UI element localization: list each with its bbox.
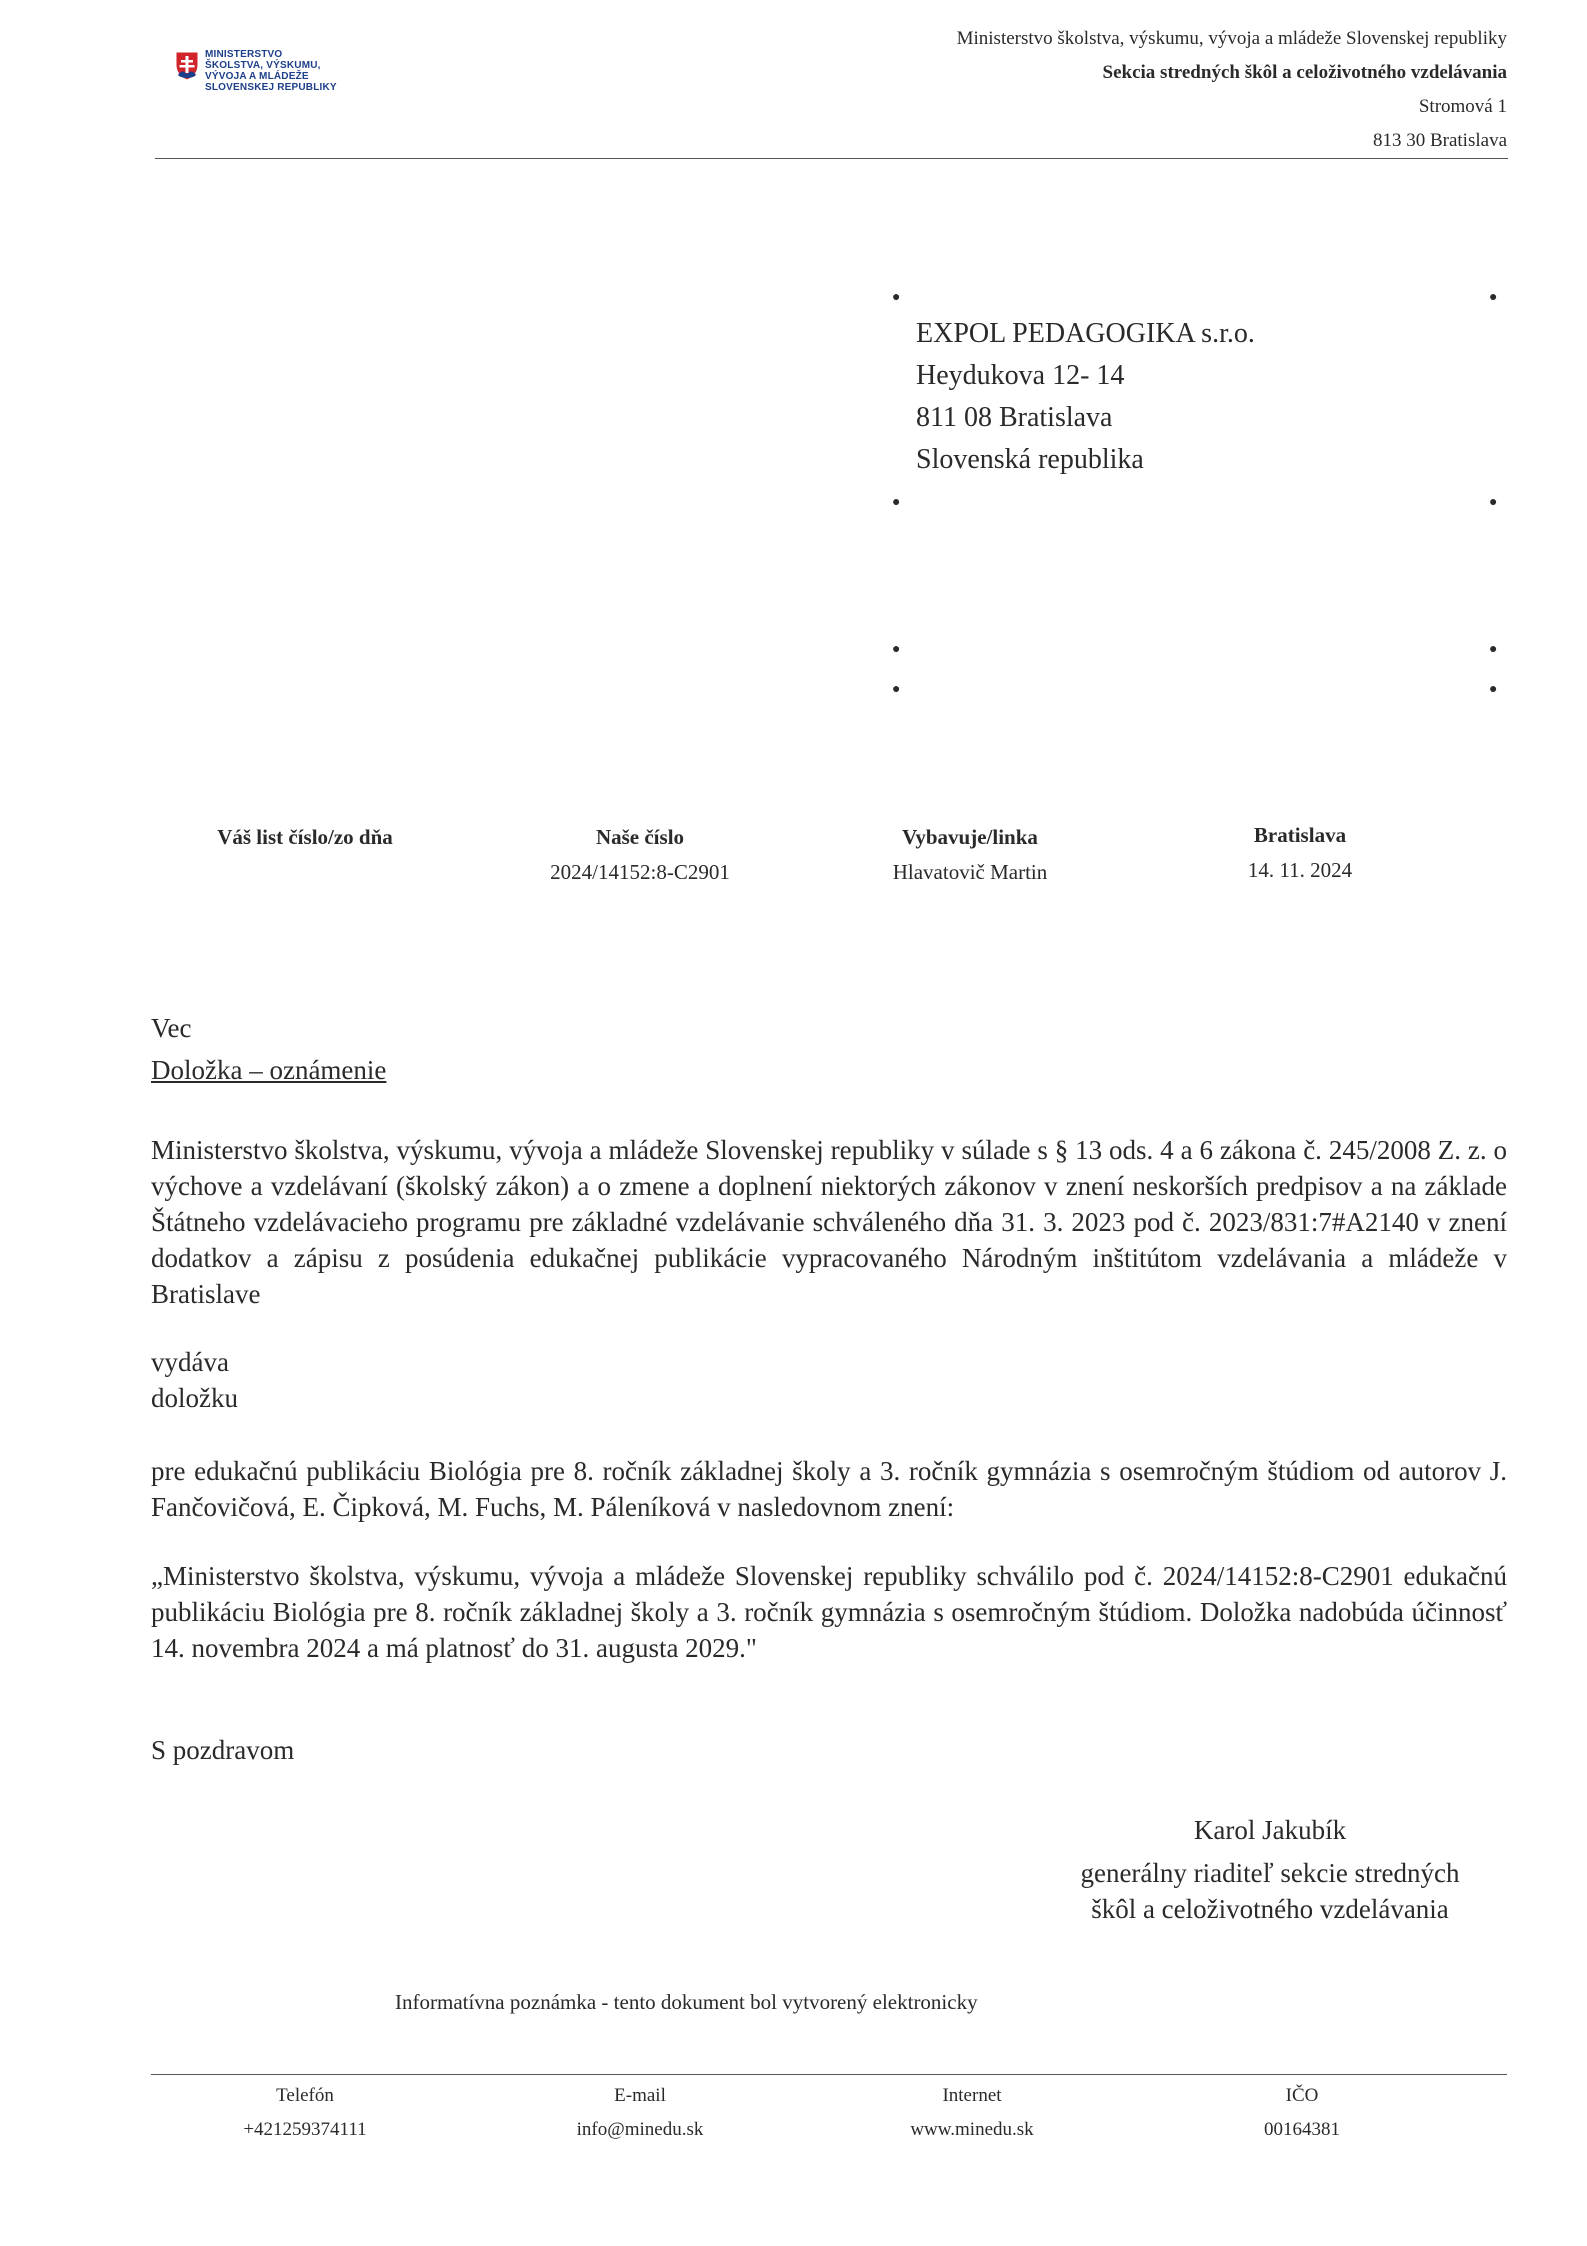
place-label: Bratislava: [1253, 823, 1347, 847]
subject-label: Vec: [151, 1013, 192, 1043]
window-marker-dot: ●: [1489, 682, 1498, 697]
footer-email-value: info@minedu.sk: [576, 2119, 704, 2140]
recipient-country: Slovenská republika: [916, 444, 1144, 475]
header-city: 813 30 Bratislava: [1372, 130, 1507, 151]
your-letter-label: Váš list číslo/zo dňa: [217, 825, 393, 849]
handler-label: Vybavuje/linka: [902, 825, 1038, 849]
logo-line-1: MINISTERSTVO: [205, 49, 283, 60]
our-number-label: Naše číslo: [595, 825, 685, 849]
date-value: 14. 11. 2024: [1247, 858, 1353, 882]
header-street: Stromová 1: [1418, 96, 1507, 117]
logo-line-4: SLOVENSKEJ REPUBLIKY: [205, 82, 337, 93]
footer-web-value: www.minedu.sk: [910, 2119, 1034, 2140]
subject-title: Doložka – oznámenie: [151, 1055, 387, 1085]
electronic-document-note: Informatívna poznámka - tento dokument bol vytvorený elektronicky: [395, 1990, 978, 2014]
header-ministry-name: Ministerstvo školstva, výskumu, vývoja a mládeže Slovenskej republiky: [956, 28, 1507, 49]
body-paragraph-1: Ministerstvo školstva, výskumu, vývoja a mládeže Slovenskej republiky v súlade s § 13 ods. 4 a 6 zákona č. 245/2008 Z. z. o výchove a vzdelávaní (školský zákon) a o zmene a doplnení niektorých zákonov v znení neskorších predpisov a na základe Štátneho vzdelávacieho programu pre základné vzdelávanie schváleného dňa 31. 3. 2023 pod č. 2023/831:7#A2140 v znení dodatkov a zápisu z posúdenia edukačnej publikácie vypracovaného Národným inštitútom vzdelávania a mládeže v Bratislave: [151, 1135, 1507, 1309]
slovak-coat-of-arms-icon: [175, 51, 199, 81]
window-marker-dot: ●: [1489, 642, 1498, 657]
footer-ico-label: IČO: [1285, 2085, 1319, 2106]
signatory-title-line-1: generálny riaditeľ sekcie stredných: [1080, 1858, 1460, 1888]
recipient-name: EXPOL PEDAGOGIKA s.r.o.: [916, 318, 1255, 349]
clause-word: doložku: [151, 1383, 238, 1413]
window-marker-dot: ●: [1489, 495, 1498, 510]
signatory-title-line-2: škôl a celoživotného vzdelávania: [1091, 1894, 1449, 1924]
recipient-city: 811 08 Bratislava: [916, 402, 1113, 433]
recipient-street: Heydukova 12- 14: [916, 360, 1125, 391]
footer-divider: [151, 2074, 1507, 2075]
footer-email-label: E-mail: [614, 2085, 666, 2106]
footer-phone-label: Telefón: [276, 2085, 334, 2106]
window-marker-dot: ●: [892, 642, 901, 657]
logo-line-2: ŠKOLSTVA, VÝSKUMU,: [205, 60, 321, 71]
window-marker-dot: ●: [892, 290, 901, 305]
window-marker-dot: ●: [892, 495, 901, 510]
ministry-logo: [175, 49, 335, 99]
handler-value: Hlavatovič Martin: [892, 860, 1048, 884]
footer-web-label: Internet: [942, 2085, 1002, 2106]
signatory-name: Karol Jakubík: [1193, 1815, 1347, 1845]
footer-ico-value: 00164381: [1264, 2119, 1340, 2140]
body-paragraph-2: pre edukačnú publikáciu Biológia pre 8. ročník základnej školy a 3. ročník gymnázia s osemročným štúdiom od autorov J. Fančovičová, E. Čipková, M. Fuchs, M. Páleníková v nasledovnom znení:: [151, 1456, 1507, 1522]
header-section-name: Sekcia stredných škôl a celoživotného vzdelávania: [1102, 62, 1507, 83]
body-paragraph-3: „Ministerstvo školstva, výskumu, vývoja a mládeže Slovenskej republiky schválilo pod č. 2024/14152:8-C2901 edukačnú publikáciu Biológia pre 8. ročník základnej školy a 3. ročník gymnázia s osemročným štúdiom. Doložka nadobúda účinnosť 14. novembra 2024 a má platnosť do 31. augusta 2029.": [151, 1561, 1507, 1663]
logo-line-3: VÝVOJA A MLÁDEŽE: [205, 71, 309, 82]
footer-phone-value: +421259374111: [243, 2119, 367, 2140]
greeting: S pozdravom: [151, 1735, 295, 1765]
header-divider: [155, 158, 1508, 159]
window-marker-dot: ●: [1489, 290, 1498, 305]
our-number-value: 2024/14152:8-C2901: [550, 860, 730, 884]
issues-word: vydáva: [151, 1347, 229, 1377]
window-marker-dot: ●: [892, 682, 901, 697]
